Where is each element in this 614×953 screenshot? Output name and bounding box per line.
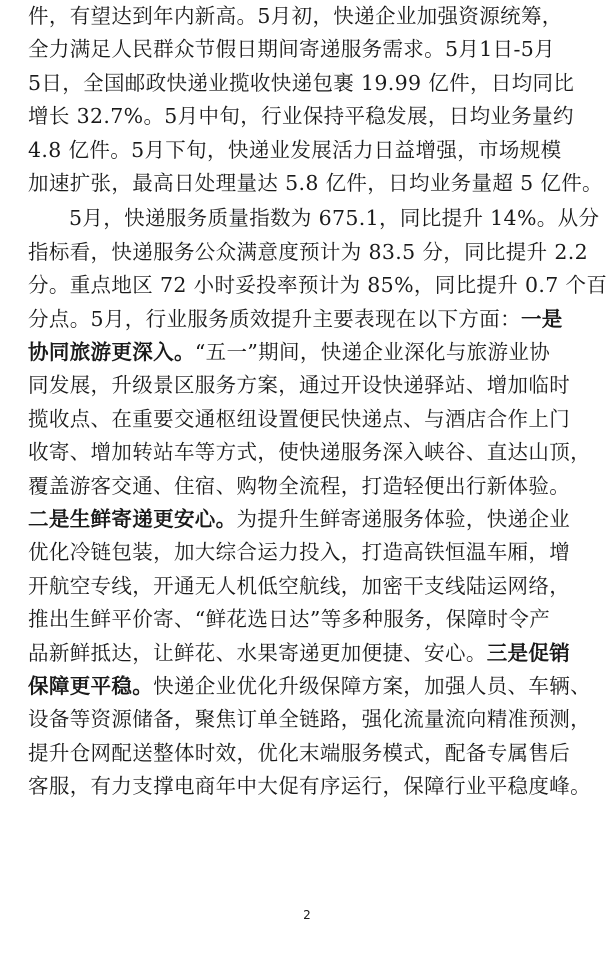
text-line [28, 674, 591, 698]
text-line: 件，有望达到年内新高。5月初，快递企业加强资源统筹， [28, 4, 563, 28]
text-line: 5日，全国邮政快递业揽收快递包裹 19.99 亿件，日均同比 [28, 70, 575, 95]
text-run: “五一”期间，快递企业深化与旅游业协 [194, 340, 551, 364]
text-line: 设备等资源储备，聚焦订单全链路，强化流量流向精准预测， [28, 707, 591, 732]
text-line: 推出生鲜平价寄、“鲜花选日达”等多种服务，保障时令产 [28, 607, 551, 632]
text-line: 全力满足人民群众节假日期间寄递服务需求。5月1日-5月 [28, 37, 556, 62]
text-line: 分。重点地区 72 小时妥投率预计为 85%，同比提升 0.7 个百 [28, 273, 608, 298]
text-line [28, 342, 586, 362]
text-line: 客服，有力支撑电商年中大促有序运行，保障行业平稳度峰。 [28, 774, 591, 799]
heading-run: 协同旅游更深入。 [28, 340, 195, 364]
text-line [28, 306, 586, 331]
text-line: 优化冷链包装，加大综合运力投入，打造高铁恒温车厢，增 [28, 540, 571, 565]
heading-run: 保障更平稳。 [28, 674, 154, 698]
text-run: 品新鲜抵达，让鲜花、水果寄递更加便捷、安心。 [28, 640, 487, 665]
heading-run: 三是促销 [486, 640, 571, 665]
heading-run: 二是生鲜寄递更安心。 [28, 507, 237, 531]
page-number: 2 [303, 908, 311, 922]
text-line: 开航空专线，开通无人机低空航线，加密干支线陆运网络， [28, 573, 571, 598]
text-line: 加速扩张，最高日处理量达 5.8 亿件，日均业务量超 5 亿件。 [28, 171, 603, 195]
text-line: 同发展，升级景区服务方案，通过开设快递驿站、增加临时 [28, 373, 571, 398]
text-line: 指标看，快递服务公众满意度预计为 83.5 分，同比提升 2.2 [28, 239, 588, 264]
text-line [28, 640, 586, 665]
text-line: 覆盖游客交通、住宿、购物全流程，打造轻便出行新体验。 [28, 473, 571, 498]
text-line: 5月，快递服务质量指数为 675.1，同比提升 14%。从分 [69, 206, 600, 231]
text-line: 提升仓网配送整体时效，优化末端服务模式，配备专属售后 [28, 740, 571, 765]
text-line: 4.8 亿件。5月下旬，快递业发展活力日益增强，市场规模 [28, 137, 562, 162]
text-run: 为提升生鲜寄递服务体验，快递企业 [236, 507, 571, 531]
text-run: 分点。5月，行业服务质效提升主要表现在以下方面： [28, 306, 521, 331]
text-line: 收寄、增加转站车等方式，使快递服务深入峡谷、直达山顶， [28, 440, 591, 465]
text-run: 快递企业优化升级保障方案，加强人员、车辆、 [153, 674, 591, 698]
text-line [28, 509, 586, 529]
text-line: 增长 32.7%。5月中旬，行业保持平稳发展，日均业务量约 [28, 104, 574, 129]
text-line: 揽收点、在重要交通枢纽设置便民快递点、与酒店合作上门 [28, 406, 571, 431]
heading-run: 一是 [520, 306, 563, 331]
